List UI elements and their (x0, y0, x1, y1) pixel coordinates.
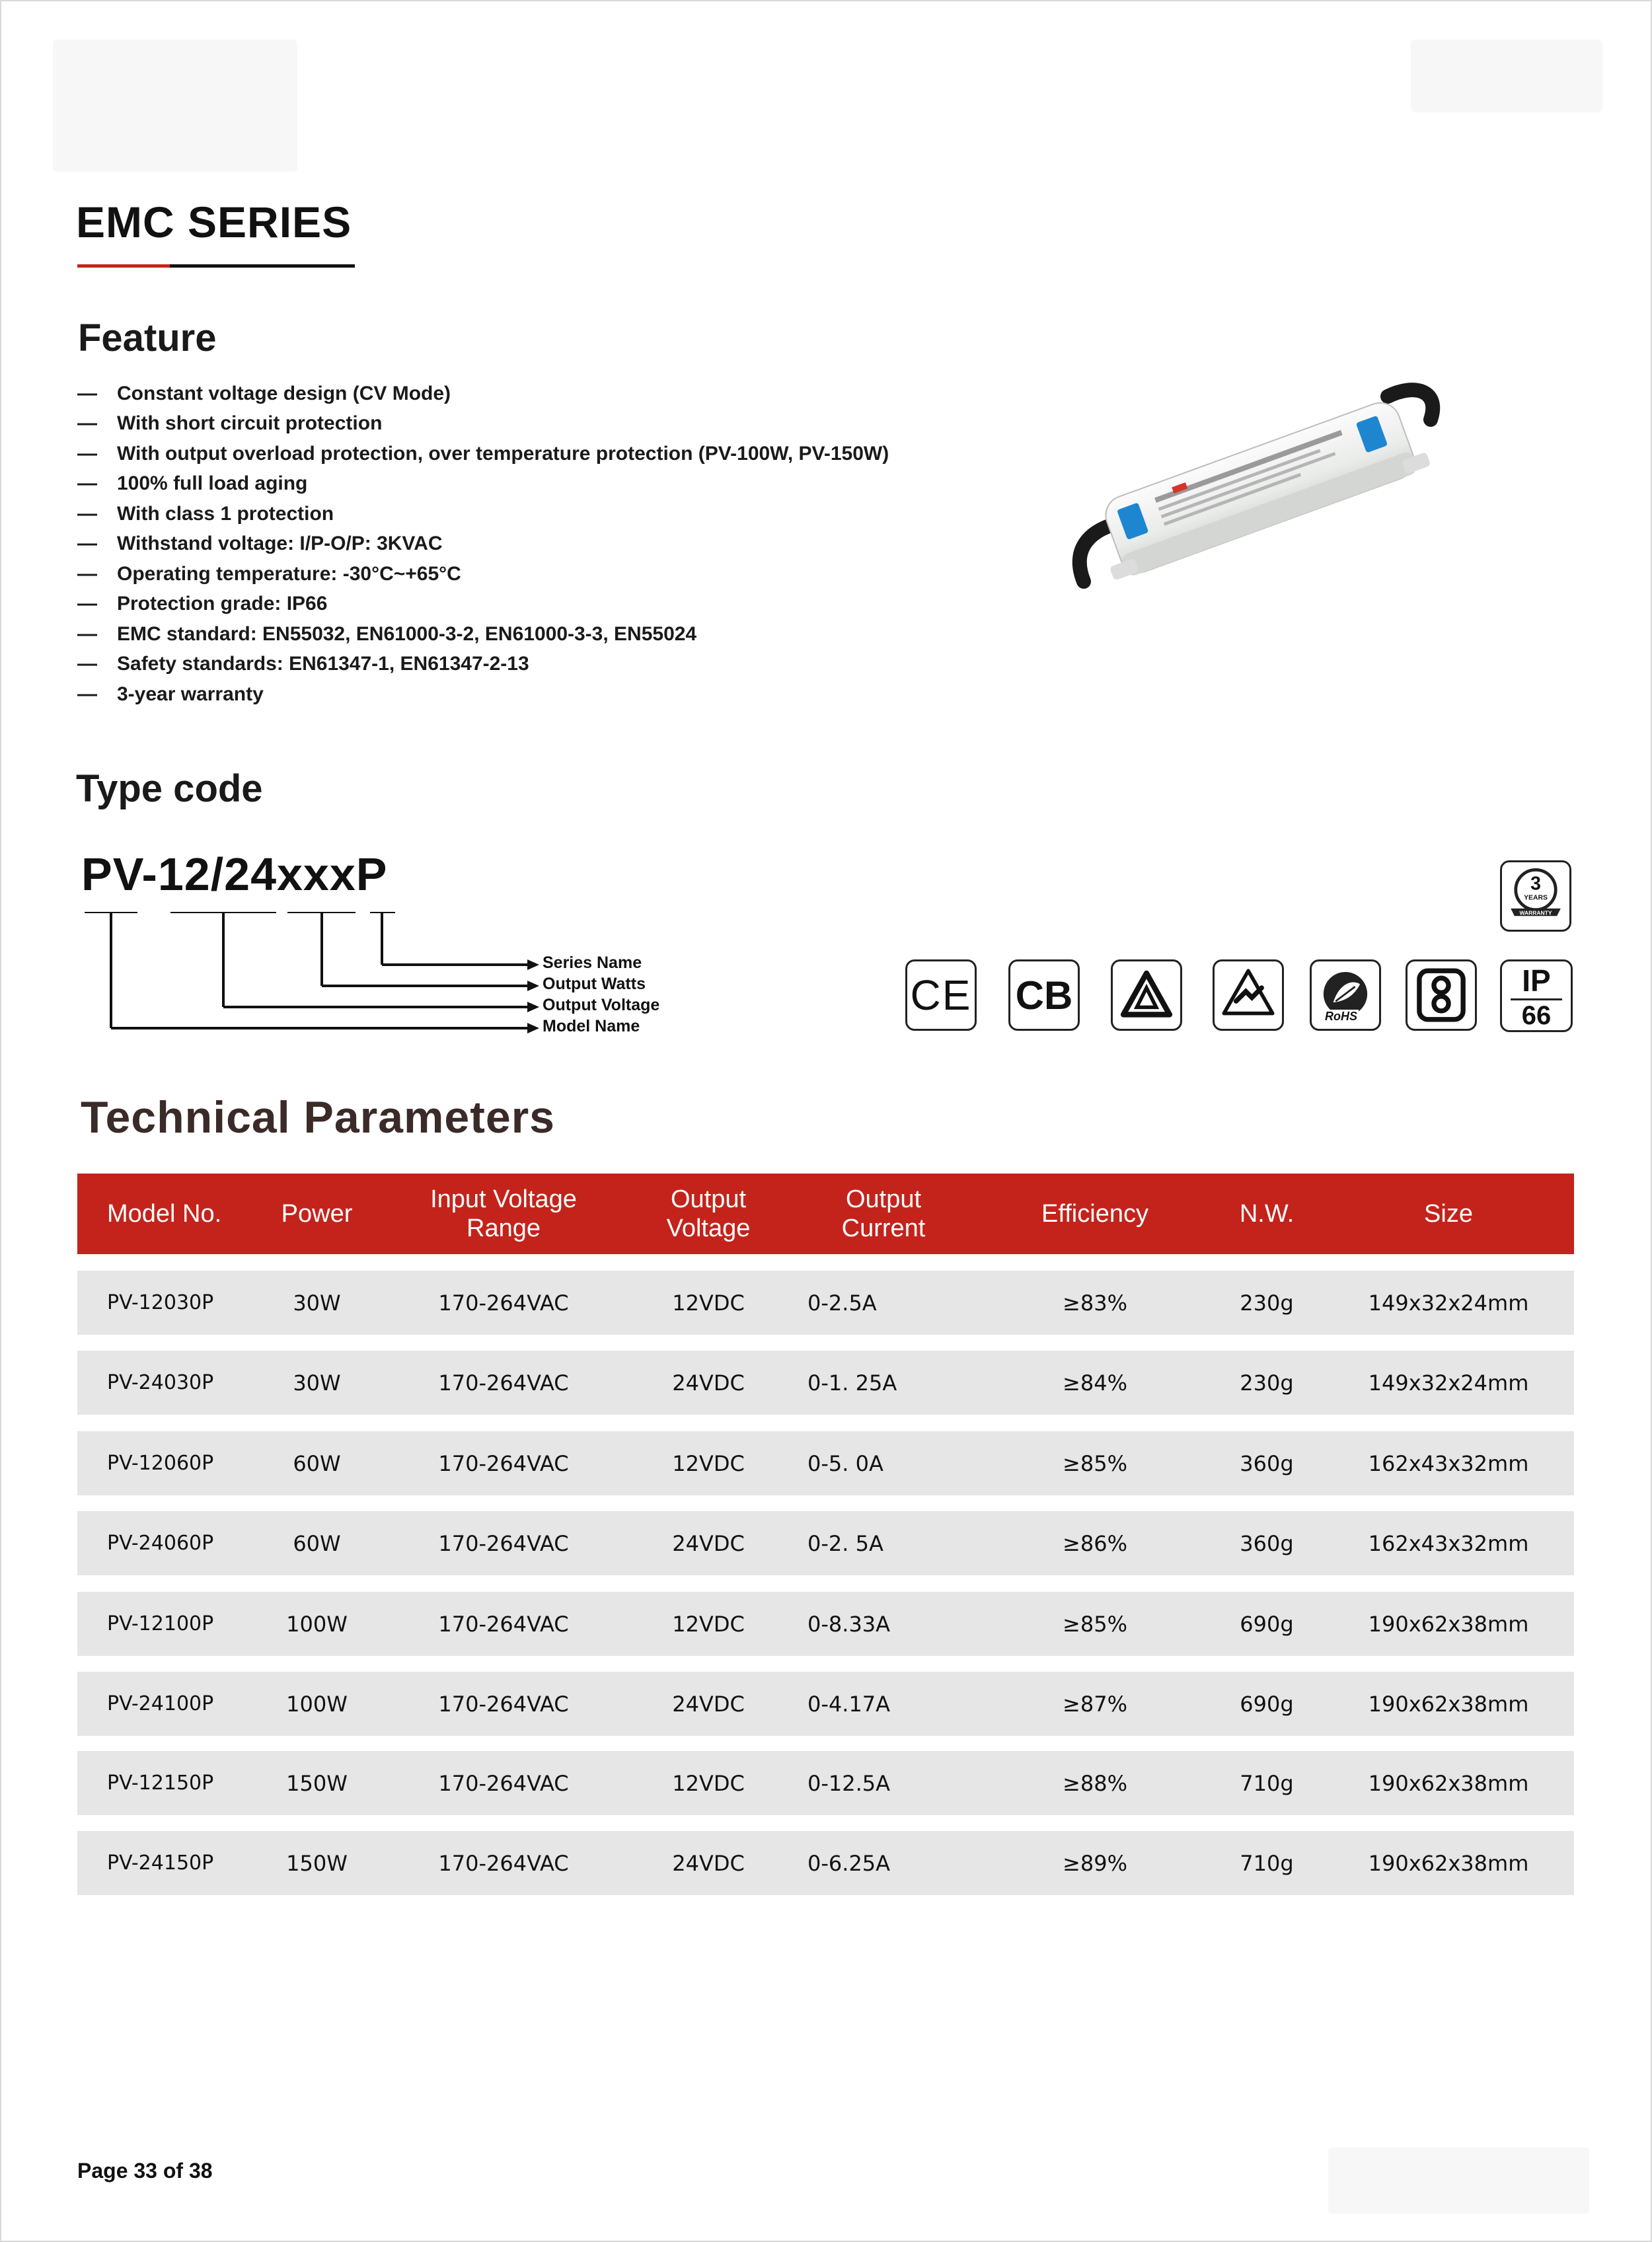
efficiency-cell: ≥87% (1063, 1691, 1127, 1717)
feature-text: With class 1 protection (117, 502, 334, 525)
output-current-cell: 0-5. 0A (807, 1450, 883, 1476)
output-voltage-cell: 24VDC (672, 1370, 745, 1396)
output-current-cell: 0-4.17A (807, 1691, 891, 1717)
feature-heading: Feature (78, 317, 217, 359)
warranty-3-years-icon (1500, 860, 1571, 932)
net-weight-cell: 710g (1240, 1770, 1294, 1796)
feature-bullet-dash: — (77, 562, 97, 585)
faint-corner-mark-top-right (1411, 40, 1602, 112)
triangle-saa-icon (1111, 959, 1182, 1031)
feature-text: Operating temperature: -30°C~+65°C (117, 562, 461, 585)
efficiency-cell: ≥86% (1063, 1530, 1127, 1556)
output-voltage-cell: 12VDC (672, 1611, 745, 1637)
power-cell: 150W (286, 1770, 348, 1796)
type-code-heading: Type code (76, 767, 263, 810)
output-current-cell: 0-8.33A (807, 1611, 891, 1637)
output-current-cell: 0-6.25A (807, 1850, 891, 1876)
feature-bullet-dash: — (77, 622, 97, 645)
size-cell: 190x62x38mm (1368, 1611, 1529, 1637)
net-weight-cell: 360g (1240, 1450, 1294, 1476)
type-code-label-output-watts: Output Watts (543, 975, 646, 993)
table-row (77, 1271, 1574, 1335)
input-voltage-cell: 170-264VAC (438, 1770, 569, 1796)
net-weight-cell: 690g (1240, 1691, 1294, 1717)
feature-item (77, 650, 889, 680)
feature-item (77, 619, 889, 650)
efficiency-cell: ≥84% (1063, 1370, 1127, 1396)
table-row (77, 1431, 1574, 1495)
model-no-cell: PV-12030P (107, 1291, 214, 1314)
feature-bullet-dash: — (77, 382, 97, 404)
power-cell: 60W (293, 1450, 341, 1476)
output-voltage-cell: 12VDC (672, 1290, 745, 1316)
feature-text: Safety standards: EN61347-1, EN61347-2-13 (117, 653, 529, 675)
size-cell: 190x62x38mm (1368, 1691, 1529, 1717)
net-weight-cell: 230g (1240, 1290, 1294, 1316)
output-voltage-cell: 24VDC (672, 1530, 745, 1556)
header-size: Size (1424, 1200, 1473, 1228)
feature-bullet-dash: — (77, 502, 97, 525)
type-code: PV-12/24xxxP (81, 848, 388, 900)
model-no-cell: PV-12150P (107, 1772, 214, 1795)
table-row (77, 1351, 1574, 1415)
ip-bottom-text: 66 (1521, 1001, 1552, 1030)
cb-mark-text: CB (1015, 973, 1073, 1018)
output-voltage-cell: 24VDC (672, 1691, 745, 1717)
efficiency-cell: ≥85% (1063, 1450, 1127, 1476)
model-no-cell: PV-12060P (107, 1452, 214, 1475)
feature-text: EMC standard: EN55032, EN61000-3-2, EN61000-3-3, EN55024 (117, 622, 697, 645)
feature-bullet-dash: — (77, 593, 97, 615)
header-output-current: Output Current (841, 1185, 926, 1242)
feature-bullet-dash: — (77, 412, 97, 435)
input-voltage-cell: 170-264VAC (438, 1850, 569, 1876)
size-cell: 190x62x38mm (1368, 1850, 1529, 1876)
ce-mark-icon (905, 959, 977, 1031)
efficiency-cell: ≥89% (1063, 1850, 1127, 1876)
feature-item (77, 379, 889, 409)
model-no-cell: PV-24150P (107, 1851, 214, 1875)
feature-text: Constant voltage design (CV Mode) (117, 382, 451, 404)
header-efficiency: Efficiency (1041, 1200, 1148, 1228)
power-cell: 30W (293, 1290, 341, 1316)
input-voltage-cell: 170-264VAC (438, 1450, 569, 1476)
size-cell: 162x43x32mm (1368, 1450, 1529, 1476)
table-row (77, 1592, 1574, 1656)
feature-item (77, 439, 889, 469)
output-current-cell: 0-1. 25A (807, 1370, 897, 1396)
page-number: Page 33 of 38 (77, 2159, 213, 2183)
net-weight-cell: 690g (1240, 1611, 1294, 1637)
ip-top-text: IP (1522, 963, 1551, 998)
header-nw: N.W. (1239, 1200, 1295, 1228)
feature-bullet-dash: — (77, 653, 97, 675)
faint-corner-mark-top-left (53, 40, 297, 172)
power-cell: 60W (293, 1530, 341, 1556)
header-power: Power (281, 1200, 353, 1228)
type-code-label-output-voltage: Output Voltage (543, 996, 660, 1014)
header-output-voltage: Output Voltage (666, 1185, 751, 1242)
efficiency-cell: ≥83% (1063, 1290, 1127, 1316)
header-input-voltage-range: Input Voltage Range (430, 1185, 577, 1242)
s-mark-icon (1406, 959, 1477, 1031)
table-row (77, 1751, 1574, 1815)
faint-corner-mark-bottom-right (1328, 2148, 1589, 2214)
size-cell: 190x62x38mm (1368, 1770, 1529, 1796)
feature-bullet-dash: — (77, 442, 97, 465)
feature-text: With short circuit protection (117, 412, 383, 435)
rohs-icon (1310, 959, 1381, 1031)
warranty-years-label: YEARS (1524, 894, 1548, 902)
input-voltage-cell: 170-264VAC (438, 1530, 569, 1556)
feature-item (77, 409, 889, 439)
feature-text: 3-year warranty (117, 683, 264, 705)
model-no-cell: PV-24100P (107, 1692, 214, 1715)
header-model-no: Model No. (107, 1200, 222, 1228)
feature-bullet-dash: — (77, 472, 97, 495)
title-underline-accent (77, 264, 170, 268)
input-voltage-cell: 170-264VAC (438, 1370, 569, 1396)
warranty-years-number: 3 (1530, 873, 1541, 895)
feature-text: With output overload protection, over temperature protection (PV-100W, PV-150W) (117, 442, 889, 465)
efficiency-cell: ≥88% (1063, 1770, 1127, 1796)
table-row (77, 1831, 1574, 1895)
rohs-text: RoHS (1325, 1010, 1357, 1023)
net-weight-cell: 710g (1240, 1850, 1294, 1876)
table-header (77, 1174, 1574, 1254)
feature-text: 100% full load aging (117, 472, 308, 495)
power-cell: 150W (286, 1850, 348, 1876)
model-no-cell: PV-12100P (107, 1612, 214, 1635)
size-cell: 149x32x24mm (1368, 1370, 1529, 1396)
feature-item (77, 589, 889, 620)
net-weight-cell: 360g (1240, 1530, 1294, 1556)
feature-bullet-dash: — (77, 533, 97, 555)
table-row (77, 1511, 1574, 1575)
feature-item (77, 469, 889, 500)
output-current-cell: 0-12.5A (807, 1770, 891, 1796)
ce-mark-text: CE (910, 971, 972, 1019)
title-underline (77, 264, 355, 268)
type-code-label-model-name: Model Name (543, 1017, 640, 1035)
ip66-icon (1500, 959, 1573, 1032)
input-voltage-cell: 170-264VAC (438, 1290, 569, 1316)
input-voltage-cell: 170-264VAC (438, 1691, 569, 1717)
power-supply-product-image (1044, 370, 1454, 621)
table-row (77, 1672, 1574, 1736)
size-cell: 162x43x32mm (1368, 1530, 1529, 1556)
output-voltage-cell: 12VDC (672, 1770, 745, 1796)
output-current-cell: 0-2. 5A (807, 1530, 883, 1556)
feature-text: Protection grade: IP66 (117, 593, 328, 615)
size-cell: 149x32x24mm (1368, 1290, 1529, 1316)
power-cell: 100W (286, 1691, 348, 1717)
power-cell: 30W (293, 1370, 341, 1396)
model-no-cell: PV-24030P (107, 1371, 214, 1394)
efficiency-cell: ≥85% (1063, 1611, 1127, 1637)
output-current-cell: 0-2.5A (807, 1290, 877, 1316)
series-title: EMC SERIES (76, 198, 352, 246)
type-code-label-series-name: Series Name (543, 953, 642, 972)
rcm-icon (1213, 959, 1284, 1031)
power-cell: 100W (286, 1611, 348, 1637)
output-voltage-cell: 24VDC (672, 1850, 745, 1876)
feature-item (77, 529, 889, 560)
feature-item (77, 559, 889, 589)
warranty-label: WARRANTY (1519, 909, 1552, 916)
technical-parameters-heading: Technical Parameters (81, 1092, 555, 1142)
feature-list (77, 379, 889, 710)
feature-text: Withstand voltage: I/P-O/P: 3KVAC (117, 533, 443, 555)
cb-mark-icon (1008, 959, 1080, 1031)
feature-bullet-dash: — (77, 683, 97, 705)
feature-item (77, 679, 889, 710)
net-weight-cell: 230g (1240, 1370, 1294, 1396)
feature-item (77, 499, 889, 529)
model-no-cell: PV-24060P (107, 1532, 214, 1555)
input-voltage-cell: 170-264VAC (438, 1611, 569, 1637)
output-voltage-cell: 12VDC (672, 1450, 745, 1476)
